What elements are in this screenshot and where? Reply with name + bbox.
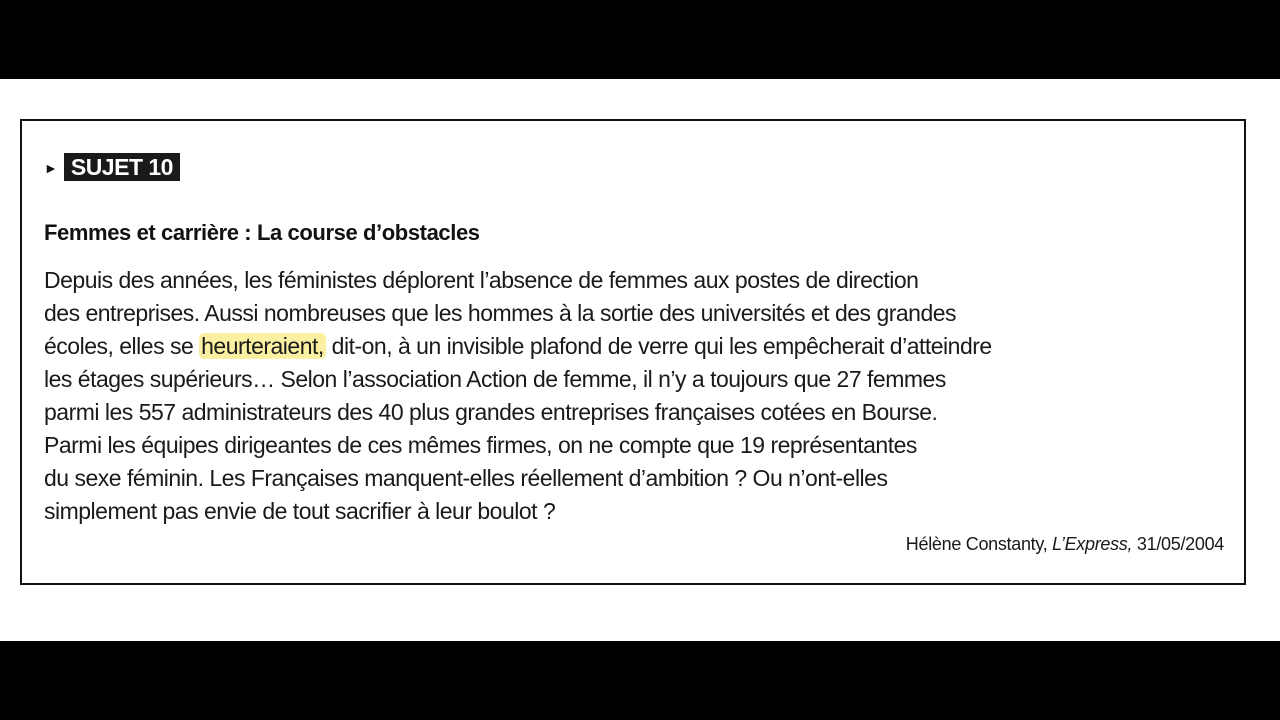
highlighted-word: heurteraient,	[201, 333, 324, 359]
body-line: des entreprises. Aussi nombreuses que les hommes à la sortie des universités et des grandes	[44, 300, 957, 326]
source-date: 31/05/2004	[1132, 534, 1224, 554]
body-text-segment: écoles, elles se	[44, 333, 200, 359]
body-line	[44, 330, 1234, 363]
source-author: Hélène Constanty,	[905, 534, 1053, 554]
body-line: Depuis des années, les féministes déplorent l’absence de femmes aux postes de direction	[44, 267, 919, 293]
body-line: simplement pas envie de tout sacrifier à leur boulot ?	[44, 498, 556, 524]
letterbox-top-bar	[0, 0, 1280, 79]
subject-badge: SUJET 10	[64, 153, 180, 181]
body-line: du sexe féminin. Les Françaises manquent-elles réellement d’ambition ? Ou n’ont-elles	[44, 465, 888, 491]
document-title: Femmes et carrière : La course d’obstacles	[44, 220, 480, 245]
letterbox-bottom-bar	[0, 641, 1280, 720]
source-citation	[906, 534, 1224, 555]
play-arrow-icon: ►	[44, 160, 58, 176]
body-line: les étages supérieurs… Selon l’association Action de femme, il n’y a toujours que 27 femmes	[44, 366, 946, 392]
body-line: parmi les 557 administrateurs des 40 plus grandes entreprises françaises cotées en Bourse.	[44, 399, 938, 425]
subject-header	[44, 153, 180, 181]
source-publication: L’Express,	[1052, 534, 1133, 554]
document-body	[44, 264, 1234, 528]
document-frame	[20, 119, 1246, 585]
body-line: Parmi les équipes dirigeantes de ces mêmes firmes, on ne compte que 19 représentantes	[44, 432, 917, 458]
body-text-segment: dit-on, à un invisible plafond de verre qui les empêcherait d’atteindre	[325, 333, 992, 359]
